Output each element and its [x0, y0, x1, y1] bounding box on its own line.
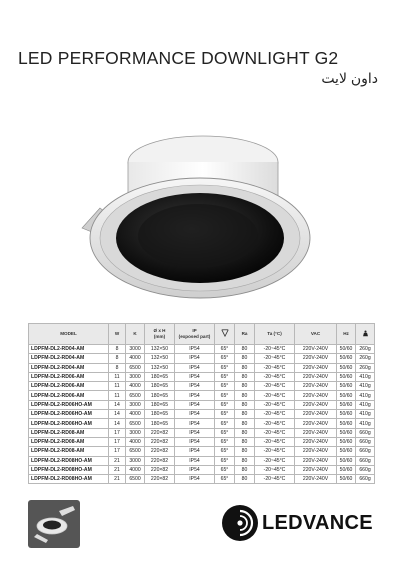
cell-ip: IP54: [175, 437, 215, 446]
cell-weight: 410g: [356, 410, 375, 419]
cell-hz: 50/60: [337, 400, 356, 409]
cell-hz: 50/60: [337, 363, 356, 372]
cell-beam-angle: 65°: [215, 456, 235, 465]
cell-ip: IP54: [175, 419, 215, 428]
cell-ip: IP54: [175, 447, 215, 456]
cell-watt: 17: [109, 437, 126, 446]
cell-dimensions: 180×65: [145, 382, 175, 391]
cell-hz: 50/60: [337, 372, 356, 381]
cell-ta: -20~45°C: [255, 437, 295, 446]
cell-kelvin: 6500: [126, 363, 145, 372]
cell-hz: 50/60: [337, 437, 356, 446]
cell-watt: 8: [109, 363, 126, 372]
cell-model: LDPFM-DL2-RD06-AM: [29, 382, 109, 391]
cell-ta: -20~45°C: [255, 345, 295, 354]
cell-ip: IP54: [175, 410, 215, 419]
cell-ta: -20~45°C: [255, 382, 295, 391]
cell-ta: -20~45°C: [255, 419, 295, 428]
cell-ip: IP54: [175, 345, 215, 354]
cell-beam-angle: 65°: [215, 465, 235, 474]
cell-ip: IP54: [175, 363, 215, 372]
cell-model: LDPFM-DL2-RD06-AM: [29, 372, 109, 381]
cell-model: LDPFM-DL2-RD08-AM: [29, 428, 109, 437]
cell-dimensions: 220×82: [145, 428, 175, 437]
table-row: [29, 465, 375, 474]
cell-watt: 11: [109, 382, 126, 391]
cell-vac: 220V-240V: [295, 382, 337, 391]
cell-beam-angle: 65°: [215, 382, 235, 391]
header-weight: [356, 324, 375, 345]
cell-dimensions: 220×82: [145, 465, 175, 474]
cell-dimensions: 132×50: [145, 363, 175, 372]
cell-ra: 80: [235, 363, 255, 372]
cell-vac: 220V-240V: [295, 465, 337, 474]
cell-ip: IP54: [175, 372, 215, 381]
cell-beam-angle: 65°: [215, 372, 235, 381]
cell-model: LDPFM-DL2-RD06-AM: [29, 391, 109, 400]
page-title-arabic: داون لايت: [321, 70, 378, 86]
weight-icon: [362, 330, 369, 337]
cell-watt: 11: [109, 391, 126, 400]
cell-vac: 220V-240V: [295, 456, 337, 465]
table-row: [29, 447, 375, 456]
cell-kelvin: 4000: [126, 382, 145, 391]
table-row: [29, 382, 375, 391]
header-ra: Ra: [235, 324, 255, 345]
cell-vac: 220V-240V: [295, 354, 337, 363]
cell-vac: 220V-240V: [295, 391, 337, 400]
table-row: [29, 419, 375, 428]
cell-hz: 50/60: [337, 447, 356, 456]
cell-ip: IP54: [175, 475, 215, 484]
cell-beam-angle: 65°: [215, 419, 235, 428]
cell-hz: 50/60: [337, 456, 356, 465]
cell-kelvin: 4000: [126, 465, 145, 474]
cell-beam-angle: 65°: [215, 345, 235, 354]
cell-weight: 660g: [356, 465, 375, 474]
cell-watt: 17: [109, 447, 126, 456]
cell-vac: 220V-240V: [295, 372, 337, 381]
cell-model: LDPFM-DL2-RD06HO-AM: [29, 419, 109, 428]
tools-installation-icon: [28, 500, 80, 548]
cell-model: LDPFM-DL2-RD04-AM: [29, 345, 109, 354]
spec-table: [28, 323, 375, 484]
cell-ip: IP54: [175, 400, 215, 409]
cell-watt: 8: [109, 345, 126, 354]
table-row: [29, 456, 375, 465]
cell-weight: 660g: [356, 456, 375, 465]
cell-model: LDPFM-DL2-RD08HO-AM: [29, 456, 109, 465]
cell-hz: 50/60: [337, 354, 356, 363]
cell-ra: 80: [235, 382, 255, 391]
cell-vac: 220V-240V: [295, 345, 337, 354]
cell-kelvin: 6500: [126, 447, 145, 456]
cell-dimensions: 180×65: [145, 400, 175, 409]
cell-dimensions: 180×65: [145, 419, 175, 428]
cell-ra: 80: [235, 354, 255, 363]
header-ip: IP (exposed part): [175, 324, 215, 345]
cell-vac: 220V-240V: [295, 428, 337, 437]
cell-ip: IP54: [175, 456, 215, 465]
header-kelvin: K: [126, 324, 145, 345]
cell-kelvin: 6500: [126, 475, 145, 484]
cell-weight: 410g: [356, 391, 375, 400]
header-watt: W: [109, 324, 126, 345]
header-hz: Hz: [337, 324, 356, 345]
cell-watt: 21: [109, 475, 126, 484]
header-dimensions: Ø x H (mm): [145, 324, 175, 345]
table-row: [29, 354, 375, 363]
header-vac: VAC: [295, 324, 337, 345]
cell-watt: 21: [109, 465, 126, 474]
cell-ta: -20~45°C: [255, 363, 295, 372]
cell-weight: 410g: [356, 419, 375, 428]
cell-ra: 80: [235, 437, 255, 446]
cell-ta: -20~45°C: [255, 410, 295, 419]
cell-weight: 260g: [356, 354, 375, 363]
cell-vac: 220V-240V: [295, 400, 337, 409]
cell-ip: IP54: [175, 465, 215, 474]
cell-hz: 50/60: [337, 410, 356, 419]
cell-model: LDPFM-DL2-RD08-AM: [29, 447, 109, 456]
cell-model: LDPFM-DL2-RD04-AM: [29, 363, 109, 372]
cell-ta: -20~45°C: [255, 372, 295, 381]
cell-kelvin: 4000: [126, 437, 145, 446]
cell-dimensions: 220×82: [145, 447, 175, 456]
cell-beam-angle: 65°: [215, 447, 235, 456]
cell-weight: 260g: [356, 345, 375, 354]
cell-ra: 80: [235, 391, 255, 400]
table-row: [29, 437, 375, 446]
cell-ip: IP54: [175, 354, 215, 363]
cell-weight: 660g: [356, 437, 375, 446]
cell-watt: 14: [109, 419, 126, 428]
cell-vac: 220V-240V: [295, 410, 337, 419]
table-row: [29, 363, 375, 372]
cell-dimensions: 220×82: [145, 456, 175, 465]
cell-kelvin: 4000: [126, 354, 145, 363]
cell-dimensions: 132×50: [145, 354, 175, 363]
cell-watt: 8: [109, 354, 126, 363]
cell-ta: -20~45°C: [255, 447, 295, 456]
table-row: [29, 475, 375, 484]
cell-ta: -20~45°C: [255, 354, 295, 363]
cell-dimensions: 180×65: [145, 372, 175, 381]
cell-watt: 14: [109, 400, 126, 409]
cell-weight: 660g: [356, 428, 375, 437]
cell-vac: 220V-240V: [295, 447, 337, 456]
cell-model: LDPFM-DL2-RD06HO-AM: [29, 410, 109, 419]
cell-beam-angle: 65°: [215, 400, 235, 409]
cell-ip: IP54: [175, 382, 215, 391]
cell-ip: IP54: [175, 391, 215, 400]
cell-dimensions: 180×65: [145, 391, 175, 400]
cell-ta: -20~45°C: [255, 428, 295, 437]
cell-hz: 50/60: [337, 345, 356, 354]
cell-ra: 80: [235, 447, 255, 456]
cell-vac: 220V-240V: [295, 363, 337, 372]
cell-beam-angle: 65°: [215, 354, 235, 363]
cell-kelvin: 4000: [126, 410, 145, 419]
cell-ra: 80: [235, 456, 255, 465]
cell-ra: 80: [235, 428, 255, 437]
cell-kelvin: 6500: [126, 391, 145, 400]
cell-vac: 220V-240V: [295, 437, 337, 446]
cell-hz: 50/60: [337, 475, 356, 484]
cell-weight: 260g: [356, 363, 375, 372]
cell-ra: 80: [235, 465, 255, 474]
cell-weight: 410g: [356, 382, 375, 391]
cell-model: LDPFM-DL2-RD06HO-AM: [29, 400, 109, 409]
cell-vac: 220V-240V: [295, 475, 337, 484]
cell-ra: 80: [235, 475, 255, 484]
table-row: [29, 428, 375, 437]
cell-kelvin: 6500: [126, 419, 145, 428]
table-row: [29, 410, 375, 419]
cell-hz: 50/60: [337, 428, 356, 437]
page-title: LED PERFORMANCE DOWNLIGHT G2: [18, 48, 339, 68]
cell-ta: -20~45°C: [255, 456, 295, 465]
table-row: [29, 391, 375, 400]
cell-model: LDPFM-DL2-RD08-AM: [29, 437, 109, 446]
cell-ta: -20~45°C: [255, 391, 295, 400]
cell-beam-angle: 65°: [215, 391, 235, 400]
cell-ip: IP54: [175, 428, 215, 437]
cell-ta: -20~45°C: [255, 475, 295, 484]
cell-beam-angle: 65°: [215, 475, 235, 484]
header-beam-angle: [215, 324, 235, 345]
table-header-row: [29, 324, 375, 345]
cell-dimensions: 132×50: [145, 345, 175, 354]
cell-kelvin: 3000: [126, 428, 145, 437]
cell-vac: 220V-240V: [295, 419, 337, 428]
cell-weight: 410g: [356, 400, 375, 409]
cell-kelvin: 3000: [126, 456, 145, 465]
cell-ra: 80: [235, 372, 255, 381]
cell-kelvin: 3000: [126, 372, 145, 381]
cell-ta: -20~45°C: [255, 400, 295, 409]
beam-angle-icon: [221, 329, 229, 337]
cell-dimensions: 220×82: [145, 475, 175, 484]
cell-ra: 80: [235, 345, 255, 354]
table-row: [29, 372, 375, 381]
cell-model: LDPFM-DL2-RD04-AM: [29, 354, 109, 363]
cell-ra: 80: [235, 410, 255, 419]
cell-watt: 17: [109, 428, 126, 437]
cell-hz: 50/60: [337, 382, 356, 391]
cell-hz: 50/60: [337, 391, 356, 400]
cell-watt: 14: [109, 410, 126, 419]
cell-beam-angle: 65°: [215, 437, 235, 446]
cell-dimensions: 180×65: [145, 410, 175, 419]
cell-watt: 11: [109, 372, 126, 381]
table-row: [29, 400, 375, 409]
cell-weight: 410g: [356, 372, 375, 381]
cell-watt: 21: [109, 456, 126, 465]
cell-ta: -20~45°C: [255, 465, 295, 474]
header-ta: Ta (°C): [255, 324, 295, 345]
cell-ra: 80: [235, 400, 255, 409]
cell-hz: 50/60: [337, 465, 356, 474]
header-model: MODEL: [29, 324, 109, 345]
cell-model: LDPFM-DL2-RD08HO-AM: [29, 475, 109, 484]
cell-weight: 660g: [356, 447, 375, 456]
cell-dimensions: 220×82: [145, 437, 175, 446]
cell-ra: 80: [235, 419, 255, 428]
cell-kelvin: 3000: [126, 400, 145, 409]
spec-table-container: [28, 323, 374, 484]
cell-model: LDPFM-DL2-RD08HO-AM: [29, 465, 109, 474]
brand-name: LEDVANCE: [262, 512, 373, 534]
table-row: [29, 345, 375, 354]
cell-beam-angle: 65°: [215, 410, 235, 419]
cell-kelvin: 3000: [126, 345, 145, 354]
cell-hz: 50/60: [337, 419, 356, 428]
cell-beam-angle: 65°: [215, 363, 235, 372]
cell-beam-angle: 65°: [215, 428, 235, 437]
cell-weight: 660g: [356, 475, 375, 484]
